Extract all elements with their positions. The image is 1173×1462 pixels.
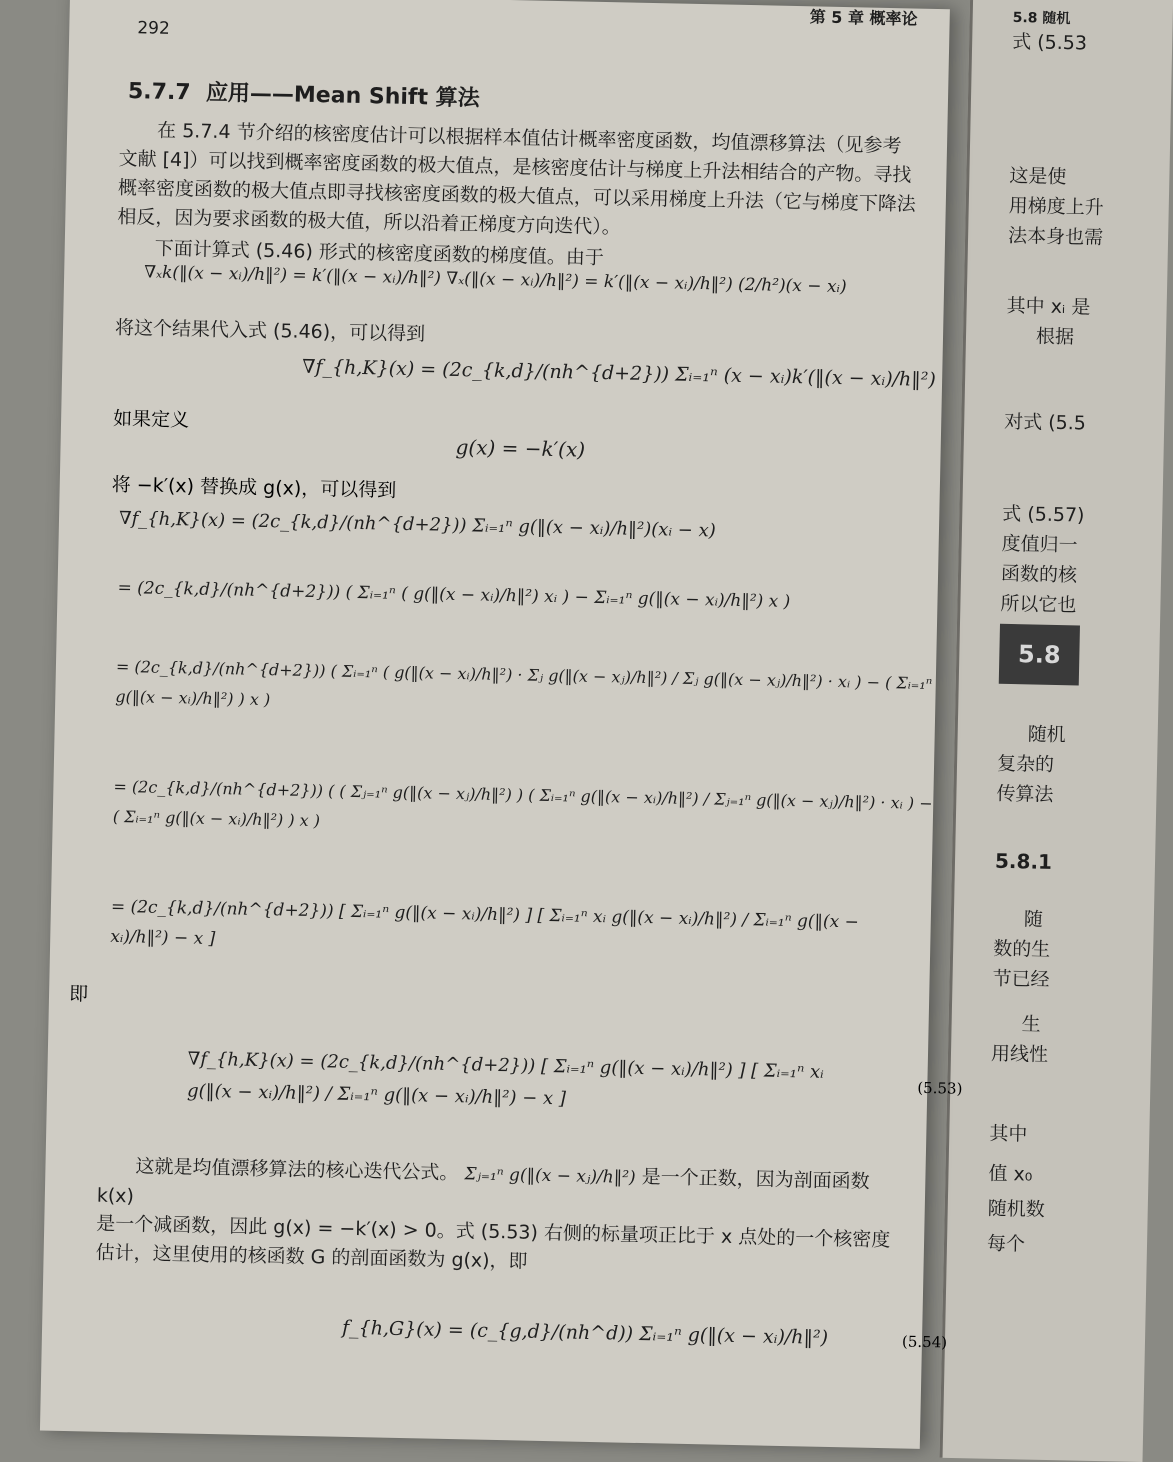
next-page-line: 值 x₀ <box>988 1162 1033 1186</box>
chapter-header: 第 5 章 概率论 <box>809 7 918 29</box>
substitute-paragraph: 将这个结果代入式 (5.46)，可以得到 <box>114 316 426 346</box>
next-page-line: 传算法 <box>996 782 1054 806</box>
next-page-line: 度值归一 <box>1001 532 1078 557</box>
section-heading <box>128 74 480 112</box>
compute-paragraph: 下面计算式 (5.46) 形式的核密度函数的梯度值。由于 <box>154 237 605 270</box>
equation-number-5-53: (5.53) <box>917 1078 963 1098</box>
next-page-line: 式 (5.53 <box>1011 30 1088 55</box>
next-page-line: 随 <box>1023 908 1044 931</box>
next-page-line: 根据 <box>1035 325 1075 349</box>
section-box: 5.8 <box>999 624 1080 686</box>
equation-step-1: ∇f_{h,K}(x) = (2c_{k,d}/(nh^{d+2})) Σᵢ₌₁ⁿ g(‖(x − xᵢ)/h‖²)(xᵢ − x) <box>118 507 716 542</box>
core-paragraph-c: 是一个减函数，因此 g(x) = −k′(x) > 0。式 (5.53) 右侧的标量项正比于 x 点处的一个核密度估计，这里使用的核函数 G 的剖面函数为 g(x)，即 <box>95 1212 891 1273</box>
equation-number-5-54: (5.54) <box>901 1332 948 1352</box>
next-page-line: 用梯度上升 <box>1008 194 1104 219</box>
next-page-line: 随机数 <box>987 1197 1045 1221</box>
core-text-a: 这就是均值漂移算法的核心迭代公式。 <box>135 1155 459 1185</box>
book-page <box>40 0 963 1449</box>
equation-5-53: ∇f_{h,K}(x) = (2c_{k,d}/(nh^{d+2})) [ Σᵢ₌₁ⁿ g(‖(x − xᵢ)/h‖²) ] [ Σᵢ₌₁ⁿ xᵢ g(‖(x − xᵢ)/h‖²) / Σᵢ₌₁ⁿ g(‖(x − xᵢ)/h‖²) − x ] <box>186 1048 824 1110</box>
inline-sum-equation: Σⱼ₌₁ⁿ g(‖(x − xⱼ)/h‖²) <box>464 1164 636 1188</box>
next-page-line: 法本身也需 <box>1007 224 1104 249</box>
next-page-line: 数的生 <box>992 937 1051 961</box>
page-number: 292 <box>137 18 170 39</box>
next-page <box>940 0 1173 1462</box>
next-page-line: 用线性 <box>990 1042 1049 1066</box>
next-page-line: 生 <box>1021 1013 1041 1036</box>
next-page-line: 节已经 <box>992 967 1050 991</box>
core-text-b: 是一个正数，因为剖面函数 k(x) <box>96 1166 870 1208</box>
define-paragraph: 如果定义 <box>112 407 190 432</box>
equation-grad-f: ∇f_{h,K}(x) = (2c_{k,d}/(nh^{d+2})) Σᵢ₌₁ⁿ (x − xᵢ)k′(‖(x − xᵢ)/h‖²) <box>302 355 937 391</box>
equation-5-54: f_{h,G}(x) = (c_{g,d}/(nh^d)) Σᵢ₌₁ⁿ g(‖(x − xᵢ)/h‖²) <box>341 1316 829 1349</box>
next-page-line: 随机 <box>1027 723 1066 747</box>
equation-step-4: = (2c_{k,d}/(nh^{d+2})) ( ( Σⱼ₌₁ⁿ g(‖(x − xⱼ)/h‖²) ) ( Σᵢ₌₁ⁿ g(‖(x − xᵢ)/h‖²) / Σⱼ₌₁ⁿ g(‖(x − xⱼ)/h‖²) · xᵢ ) − ( Σᵢ₌₁ⁿ g(‖(x − xᵢ)/h‖²) ) x ) <box>112 776 933 831</box>
equation-g-def: g(x) = −k′(x) <box>455 434 586 462</box>
ie-label: 即 <box>68 982 89 1006</box>
equation-grad-k: ∇ₓk(‖(x − xᵢ)/h‖²) = k′(‖(x − xᵢ)/h‖²) ∇ₓ(‖(x − xᵢ)/h‖²) = k′(‖(x − xᵢ)/h‖²) (2/h²)(x − xᵢ) <box>144 262 847 298</box>
equation-step-5: = (2c_{k,d}/(nh^{d+2})) [ Σᵢ₌₁ⁿ g(‖(x − xᵢ)/h‖²) ] [ Σᵢ₌₁ⁿ xᵢ g(‖(x − xᵢ)/h‖²) / Σᵢ₌₁ⁿ g(‖(x − xᵢ)/h‖²) − x ] <box>110 896 860 950</box>
next-page-line: 这是使 <box>1009 164 1067 189</box>
next-page-line: 对式 (5.5 <box>1004 410 1087 435</box>
section-number: 5.7.7 <box>127 79 191 106</box>
next-page-line: 其中 xᵢ 是 <box>1006 294 1091 319</box>
next-page-subsection: 5.8.1 <box>994 848 1053 874</box>
equation-step-2: = (2c_{k,d}/(nh^{d+2})) ( Σᵢ₌₁ⁿ ( g(‖(x − xᵢ)/h‖²) xᵢ ) − Σᵢ₌₁ⁿ g(‖(x − xᵢ)/h‖²) x ) <box>117 577 791 612</box>
next-page-line: 复杂的 <box>996 752 1055 776</box>
next-page-line: 式 (5.57) <box>1002 502 1085 527</box>
next-page-line: 所以它也 <box>1000 592 1077 617</box>
equation-step-3: = (2c_{k,d}/(nh^{d+2})) ( Σᵢ₌₁ⁿ ( g(‖(x − xᵢ)/h‖²) · Σⱼ g(‖(x − xⱼ)/h‖²) / Σⱼ g(‖(x − xⱼ)/h‖²) · xᵢ ) − ( Σᵢ₌₁ⁿ g(‖(x − xᵢ)/h‖²) ) x ) <box>115 656 933 710</box>
next-page-line: 函数的核 <box>1000 562 1078 587</box>
section-title: 应用——Mean Shift 算法 <box>205 80 480 112</box>
replace-paragraph: 将 −k′(x) 替换成 g(x)，可以得到 <box>111 473 397 502</box>
next-page-line: 每个 <box>986 1232 1026 1256</box>
next-page-header: 5.8 随机 <box>1012 9 1071 28</box>
next-page-line: 其中 <box>989 1122 1028 1146</box>
intro-paragraph: 在 5.7.4 节介绍的核密度估计可以根据样本值估计概率密度函数，均值漂移算法（见参考文献 [4]）可以找到概率密度函数的极大值点，是核密度估计与梯度上升法相结合的产物。寻找概率密度函数的极大值点即寻找核密度函数的极大值点，可以采用梯度上升法（它与梯度下降法相反，因为要求函数的极大值，所以沿着正梯度方向迭代）。 <box>117 119 917 239</box>
